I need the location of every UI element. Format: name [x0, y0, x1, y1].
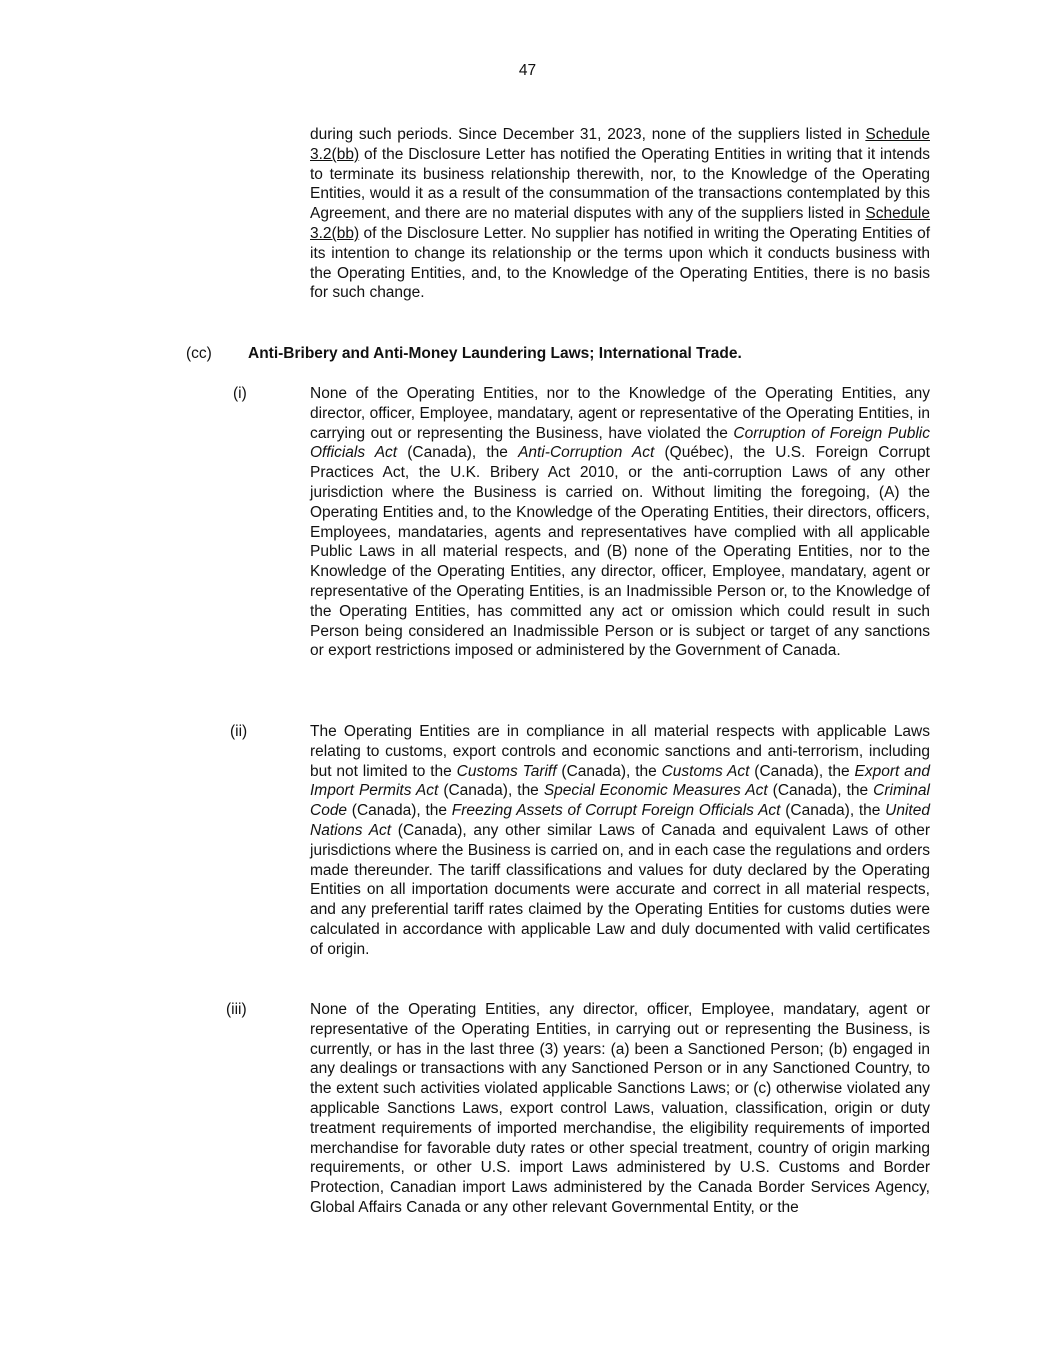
item-ii-act-3: Export and Import Permits Act	[310, 762, 931, 800]
page-number: 47	[518, 62, 537, 79]
intro-text-1: during such periods. Since December 31, 2023, none of the suppliers listed in	[310, 126, 866, 143]
item-i-text-3: (Québec), the U.S. Foreign Corrupt Practices Act, the U.K. Bribery Act 2010, or the anti-corruption Laws of any other jurisdiction where the Business is carried on. Without limiting the foregoing, (A) the Operating Entities and, to the Knowledge of the Operating Entities, their directors, officers, Employees, mandataries, agents and representatives have complied with all applicable Public Laws in all material respects, and (B) none of the Operating Entities, nor to the Knowledge of the Operating Entities, any director, officer, Employee, mandatary, agent or representative of the Operating Entities, is an Inadmissible Person or, to the Knowledge of the Operating Entities, has committed any act or omission which could result in such Person being considered an Inadmissible Person or is subject or target of any sanctions or export restrictions imposed or administered by the Government of Canada.	[310, 444, 930, 660]
item-ii-text-2: (Canada), the	[556, 762, 662, 780]
intro-paragraph	[310, 125, 930, 303]
intro-text-3: of the Disclosure Letter. No supplier has notified in writing the Operating Entities of its intention to change its relationship or the terms upon which it conducts business with the Operating Entities, and, to the Knowledge of the Operating Entities, there is no basis for such change.	[310, 224, 930, 302]
item-i-marker: (i)	[233, 385, 247, 402]
item-iii-paragraph	[310, 1000, 930, 1218]
item-i-act-2: Anti-Corruption Act	[518, 444, 655, 462]
section-cc-marker: (cc)	[186, 345, 212, 362]
item-i-act-1: Corruption of Foreign Public Officials Act	[310, 424, 930, 462]
item-ii-act-6: Freezing Assets of Corrupt Foreign Officials Act	[451, 802, 781, 820]
item-i-text-1: None of the Operating Entities, nor to the Knowledge of the Operating Entities, any director, officer, Employee, mandatary, agent or representative of the Operating Entities, in carrying out or representing the Business, have violated the	[310, 385, 930, 442]
item-iii-text-1: None of the Operating Entities, any director, officer, Employee, mandatary, agent or representative of the Operating Entities, in carrying out or representing the Business, is currently, or has in the last three (3) years: (a) been a Sanctioned Person; (b) engaged in any dealings or transactions with any Sanctioned Person or in any Sanctioned Country, to the extent such activities violated applicable Sanctions Laws; or (c) otherwise violated any applicable Sanctions Laws, export control Laws, valuation, classification, origin or duty treatment requirements of imported merchandise, the eligibility requirements of imported merchandise for favorable duty rates or other special treatment, country of origin marking requirements, or other U.S. import Laws administered by U.S. Customs and Border Protection, Canadian import Laws administered by the Canada Border Services Agency, Global Affairs Canada or any other relevant Governmental Entity, or the	[310, 1001, 930, 1216]
item-ii-act-2: Customs Act	[661, 762, 750, 780]
item-ii-act-5: Criminal Code	[310, 782, 930, 820]
item-ii-text-8: (Canada), any other similar Laws of Canada and equivalent Laws of other jurisdictions where the Business is carried on, and in each case the regulations and orders made thereunder. The tariff classifications and values for duty declared by the Operating Entities on all importation documents were accurate and correct in all material respects, and any preferential tariff rates claimed by the Operating Entities for customs duties were calculated in accordance with applicable Law and duly documented with valid certificates of origin.	[310, 821, 930, 958]
schedule-reference-link: Schedule 3.2(bb)	[310, 126, 930, 163]
section-cc-heading: Anti-Bribery and Anti-Money Laundering Laws; International Trade.	[248, 345, 742, 362]
item-ii-act-7: United Nations Act	[310, 802, 930, 839]
item-ii-text-4: (Canada), the	[438, 782, 544, 800]
schedule-reference-link: Schedule 3.2(bb)	[310, 205, 930, 242]
item-i-text-2: (Canada), the	[397, 444, 519, 462]
item-ii-text-3: (Canada), the	[749, 762, 855, 780]
item-i-paragraph	[310, 384, 930, 661]
item-iii-marker: (iii)	[226, 1001, 247, 1018]
item-ii-text-7: (Canada), the	[780, 802, 886, 820]
item-ii-marker: (ii)	[230, 723, 248, 740]
item-ii-text-6: (Canada), the	[347, 802, 452, 820]
item-ii-act-1: Customs Tariff	[456, 762, 557, 780]
item-ii-act-4: Special Economic Measures Act	[543, 782, 768, 800]
intro-text-2: of the Disclosure Letter has notified the Operating Entities in writing that it intends to terminate its business relationship therewith, nor, to the Knowledge of the Operating Entities, would it as a result of the consummation of the transactions contemplated by this Agreement, and there are no material disputes with any of the suppliers listed in	[310, 145, 930, 223]
item-ii-text-5: (Canada), the	[767, 782, 874, 800]
item-ii-paragraph	[310, 722, 930, 960]
item-ii-text-1: The Operating Entities are in compliance in all material respects with applicable Laws relating to customs, export controls and economic sanctions and anti-terrorism, including but not limited to the	[310, 723, 930, 780]
